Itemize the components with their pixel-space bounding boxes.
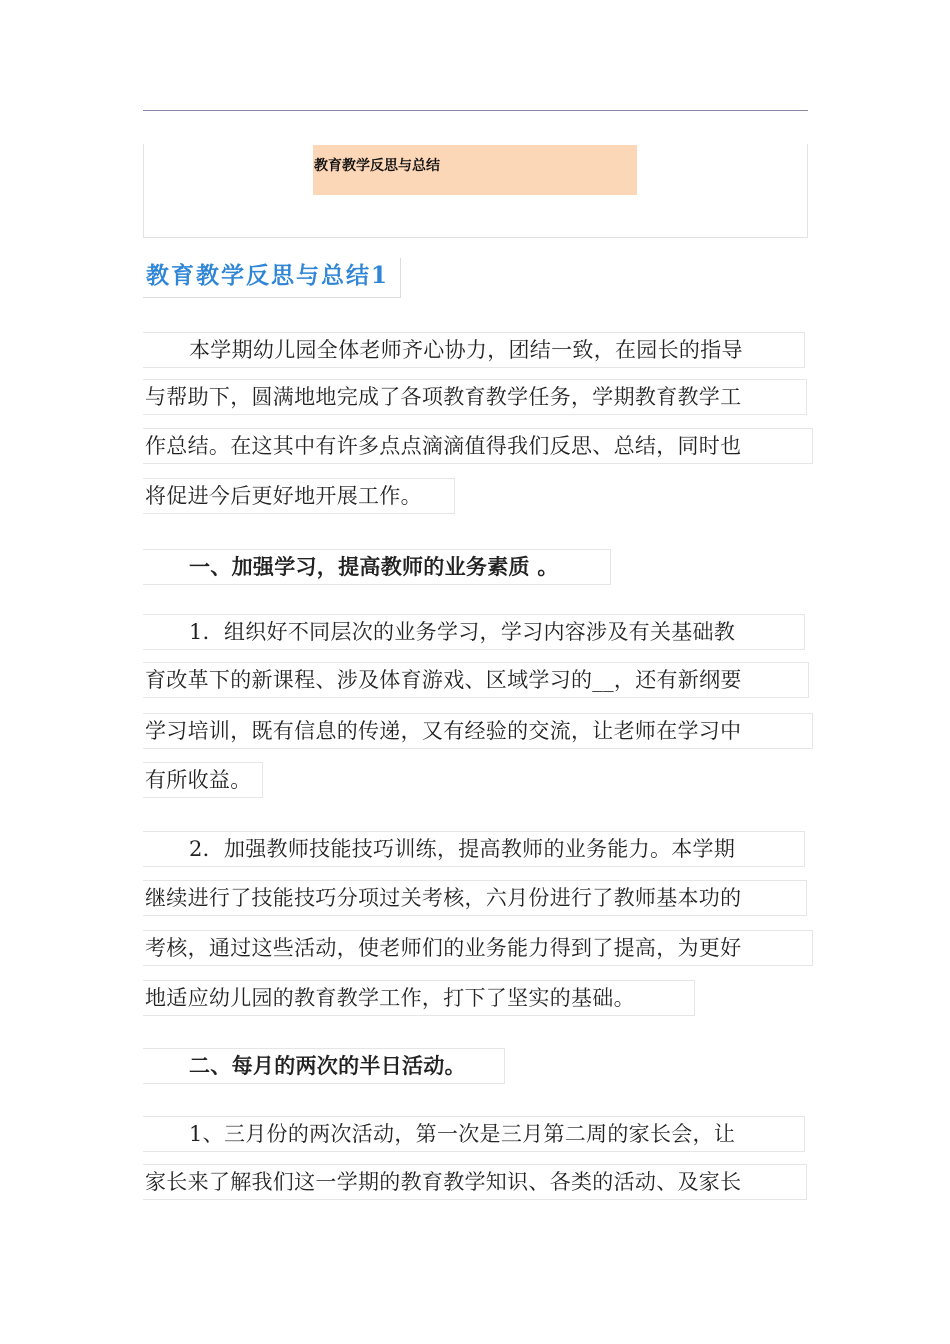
paragraph-line: 考核，通过这些活动，使老师们的业务能力得到了提高，为更好 xyxy=(143,930,813,966)
paragraph-line: 继续进行了技能技巧分项过关考核，六月份进行了教师基本功的 xyxy=(143,880,807,916)
paragraph-line: 作总结。在这其中有许多点点滴滴值得我们反思、总结，同时也 xyxy=(143,428,813,464)
paragraph-line: 家长来了解我们这一学期的教育教学知识、各类的活动、及家长 xyxy=(143,1164,807,1200)
document-title: 教育教学反思与总结1 xyxy=(143,258,401,298)
section-heading: 一、加强学习，提高教师的业务素质 。 xyxy=(143,549,611,585)
top-rule xyxy=(143,110,808,111)
header-label: 教育教学反思与总结 xyxy=(314,158,440,174)
paragraph-line: 2．加强教师技能技巧训练，提高教师的业务能力。本学期 xyxy=(143,831,805,867)
paragraph-line: 1、三月份的两次活动，第一次是三月第二周的家长会，让 xyxy=(143,1116,805,1152)
paragraph-line: 有所收益。 xyxy=(143,762,263,798)
paragraph-line: 本学期幼儿园全体老师齐心协力，团结一致，在园长的指导 xyxy=(143,332,805,368)
paragraph-line: 地适应幼儿园的教育教学工作，打下了坚实的基础。 xyxy=(143,980,695,1016)
section-heading: 二、每月的两次的半日活动。 xyxy=(143,1048,505,1084)
paragraph-line: 与帮助下，圆满地地完成了各项教育教学任务，学期教育教学工 xyxy=(143,379,807,415)
paragraph-line: 学习培训，既有信息的传递，又有经验的交流，让老师在学习中 xyxy=(143,713,813,749)
paragraph-line: 将促进今后更好地开展工作。 xyxy=(143,478,455,514)
paragraph-line: 1．组织好不同层次的业务学习，学习内容涉及有关基础教 xyxy=(143,614,805,650)
paragraph-line: 育改革下的新课程、涉及体育游戏、区域学习的__，还有新纲要 xyxy=(143,662,809,698)
